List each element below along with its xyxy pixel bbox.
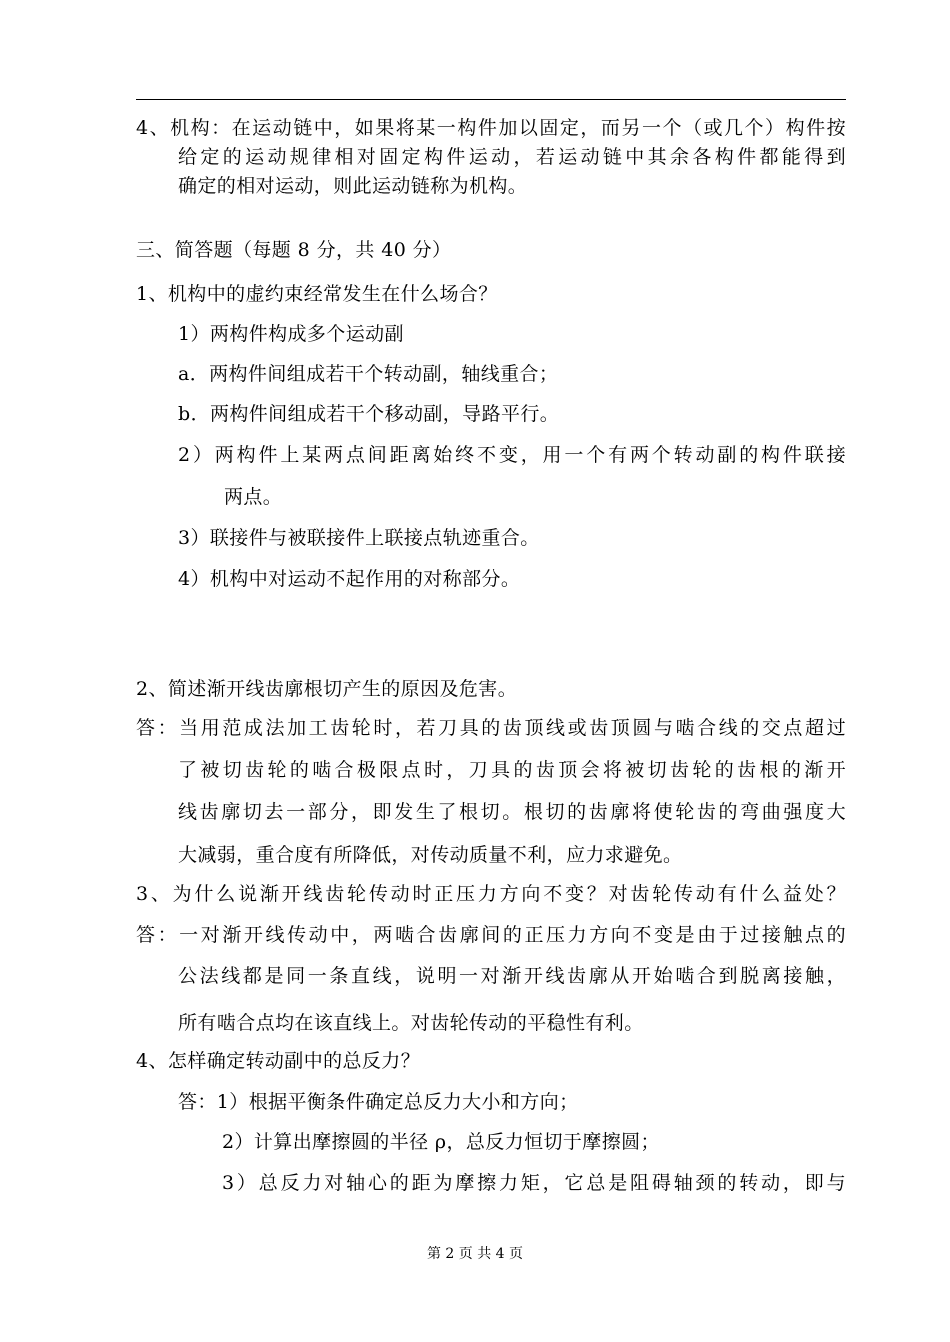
q1-answer-2-line-2: 两点。 bbox=[224, 486, 283, 508]
q1-answer-1a: a．两构件间组成若干个转动副，轴线重合； bbox=[178, 363, 559, 385]
q1-answer-1b: b．两构件间组成若干个移动副，导路平行。 bbox=[178, 403, 560, 425]
q2-answer-line-2: 了被切齿轮的啮合极限点时，刀具的齿顶会将被切齿轮的齿根的渐开 bbox=[178, 759, 846, 781]
q2-answer-line-1: 答：当用范成法加工齿轮时，若刀具的齿顶线或齿顶圆与啮合线的交点超过 bbox=[136, 717, 846, 739]
page-number: 第 2 页 共 4 页 bbox=[426, 1246, 524, 1262]
q4-answer-line-1: 答：1）根据平衡条件确定总反力大小和方向； bbox=[178, 1091, 579, 1113]
item4-line-2: 给定的运动规律相对固定构件运动，若运动链中其余各构件都能得到 bbox=[178, 146, 846, 168]
section-title: 三、简答题（每题 8 分，共 40 分） bbox=[136, 239, 452, 261]
q1-question: 1、机构中的虚约束经常发生在什么场合？ bbox=[136, 283, 498, 305]
q2-question: 2、简述渐开线齿廓根切产生的原因及危害。 bbox=[136, 678, 518, 700]
q4-answer-line-3: 3）总反力对轴心的距为摩擦力矩，它总是阻碍轴颈的转动，即与 bbox=[222, 1172, 846, 1194]
q1-answer-2-line-1: 2）两构件上某两点间距离始终不变，用一个有两个转动副的构件联接 bbox=[178, 444, 846, 466]
item4-line-3: 确定的相对运动，则此运动链称为机构。 bbox=[178, 175, 528, 197]
q3-answer-line-2: 公法线都是同一条直线，说明一对渐开线齿廓从开始啮合到脱离接触， bbox=[178, 965, 846, 987]
q1-answer-4: 4）机构中对运动不起作用的对称部分。 bbox=[178, 568, 521, 590]
q1-answer-1: 1）两构件构成多个运动副 bbox=[178, 323, 404, 345]
q4-question: 4、怎样确定转动副中的总反力？ bbox=[136, 1050, 421, 1072]
header-rule bbox=[136, 99, 846, 100]
q2-answer-line-4: 大减弱，重合度有所降低，对传动质量不利，应力求避免。 bbox=[178, 844, 683, 866]
q1-answer-3: 3）联接件与被联接件上联接点轨迹重合。 bbox=[178, 527, 540, 549]
q4-answer-line-2: 2）计算出摩擦圆的半径 ρ，总反力恒切于摩擦圆； bbox=[222, 1131, 660, 1153]
q3-answer-line-1: 答：一对渐开线传动中，两啮合齿廓间的正压力方向不变是由于过接触点的 bbox=[136, 924, 846, 946]
q3-question: 3、为什么说渐开线齿轮传动时正压力方向不变？对齿轮传动有什么益处？ bbox=[136, 883, 846, 905]
q3-answer-line-3: 所有啮合点均在该直线上。对齿轮传动的平稳性有利。 bbox=[178, 1012, 644, 1034]
q2-answer-line-3: 线齿廓切去一部分，即发生了根切。根切的齿廓将使轮齿的弯曲强度大 bbox=[178, 801, 846, 823]
item4-line-1: 4、机构：在运动链中，如果将某一构件加以固定，而另一个（或几个）构件按 bbox=[136, 117, 846, 139]
